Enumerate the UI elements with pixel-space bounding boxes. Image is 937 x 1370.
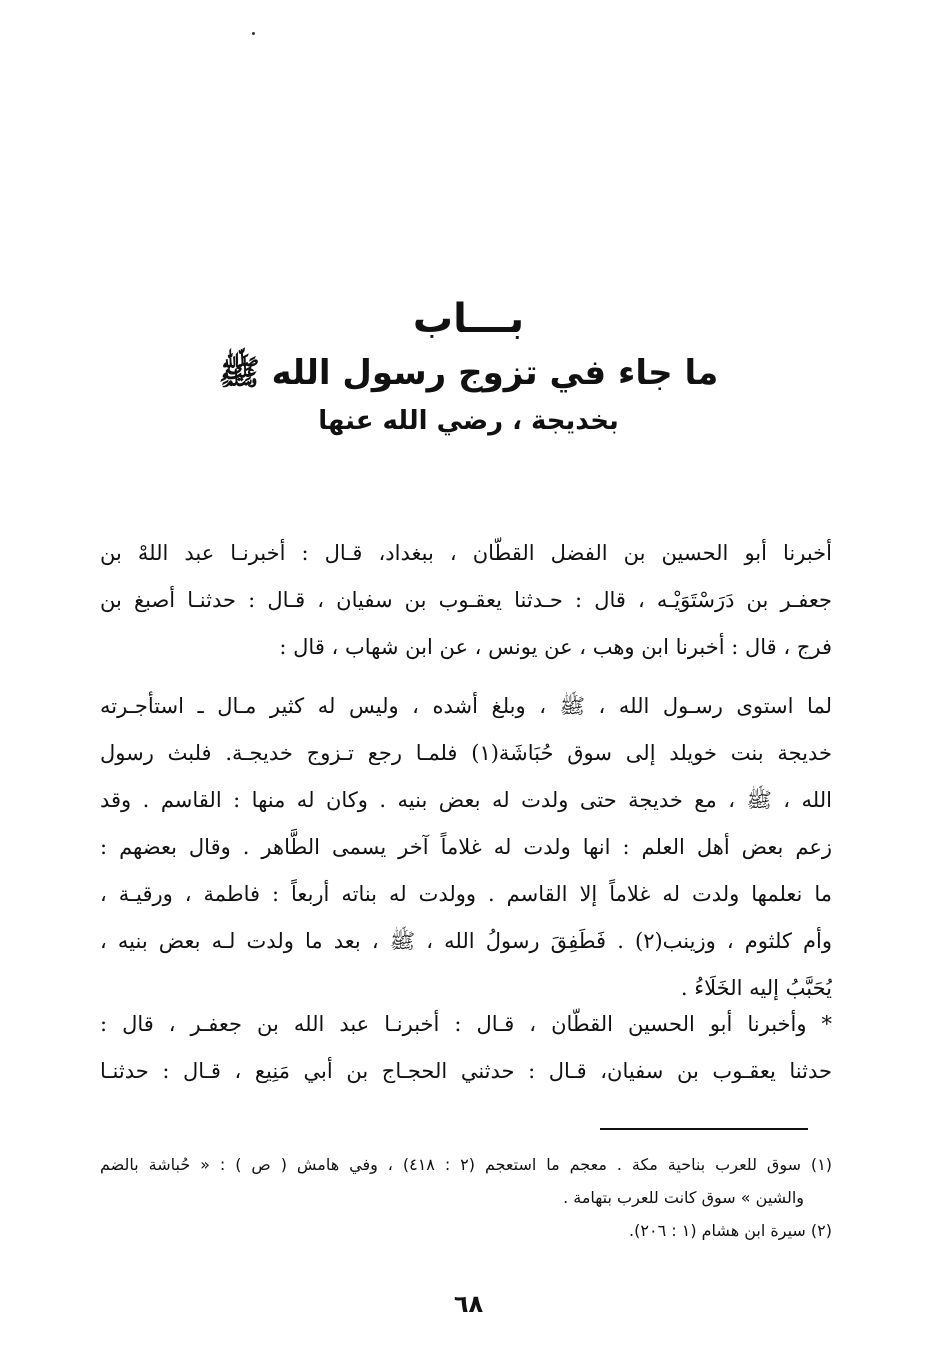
paragraph-2	[100, 683, 832, 1012]
paragraph-3	[100, 1001, 832, 1095]
paragraph-1	[100, 530, 832, 671]
text-line: زعم بعض أهل العلم : انها ولدت له غلاماً آخر يسمى الطَّاهر . وقال بعضهم :	[100, 835, 832, 859]
footnotes	[100, 1148, 832, 1247]
page-number: ٦٨	[453, 1290, 484, 1318]
text-line: فرج ، قال : أخبرنا ابن وهب ، عن يونس ، عن ابن شهاب ، قال :	[279, 635, 832, 659]
text-line: * وأخبرنا أبو الحسين القطّان ، قـال : أخبرنـا عبد الله بن جعفـر ، قال :	[100, 1012, 832, 1036]
footnote-line: (٢) سيرة ابن هشام (١ : ٢٠٦).	[629, 1221, 832, 1240]
text-line: ما نعلمها ولدت له غلاماً إلا القاسم . وولدت له بناته أربعاً : فاطمة ، ورقيـة ،	[100, 882, 832, 906]
chapter-label: بـــاب	[412, 296, 525, 342]
text-line: وأم كلثوم ، وزينب(٢) . فَطَفِقَ رسولُ الله ، ﷺ ، بعد ما ولدت لـه بعض بنيه ،	[100, 929, 832, 953]
chapter-subtitle: بخديجة ، رضي الله عنها	[318, 406, 619, 436]
text-line: حدثنا يعقـوب بن سفيان، قـال : حدثني الحجـاج بن أبي مَنِيع ، قـال : حدثنـا	[100, 1059, 832, 1083]
text-line: جعفـر بن دَرَسْتَوَيْـه ، قال : حـدثنا يعقـوب بن سفيان ، قـال : حدثنـا أصبغ بن	[100, 588, 832, 612]
footnote-line: والشين » سوق كانت للعرب بتهامة .	[563, 1188, 804, 1207]
text-line: خديجة بنت خويلد إلى سوق حُبَاشَة(١) فلمـا رجع تـزوج خديجـة. فلبث رسول	[100, 741, 832, 765]
footnote-divider	[600, 1128, 808, 1130]
footnote-line: (١) سوق للعرب بناحية مكة . معجم ما استعجم (٢ : ٤١٨) ، وفي هامش ( ص ) : « حُباشة بالضم	[100, 1155, 832, 1174]
text-line: أخبرنا أبو الحسين بن الفضل القطّان ، ببغداد، قـال : أخبرنـا عبد اللهْ بن	[100, 541, 832, 565]
chapter-title: ما جاء في تزوج رسول الله ﷺ	[218, 353, 719, 393]
text-line: الله ، ﷺ ، مع خديجة حتى ولدت له بعض بنيه . وكان له منها : القاسم . وقد	[100, 788, 832, 812]
page-speck	[252, 32, 255, 35]
text-line: يُحَبَّبُ إليه الخَلَاءُ .	[680, 976, 832, 1000]
text-line: لما استوى رسـول الله ، ﷺ ، وبلغ أشده ، وليس له كثير مـال ـ استأجـرته	[100, 694, 832, 718]
